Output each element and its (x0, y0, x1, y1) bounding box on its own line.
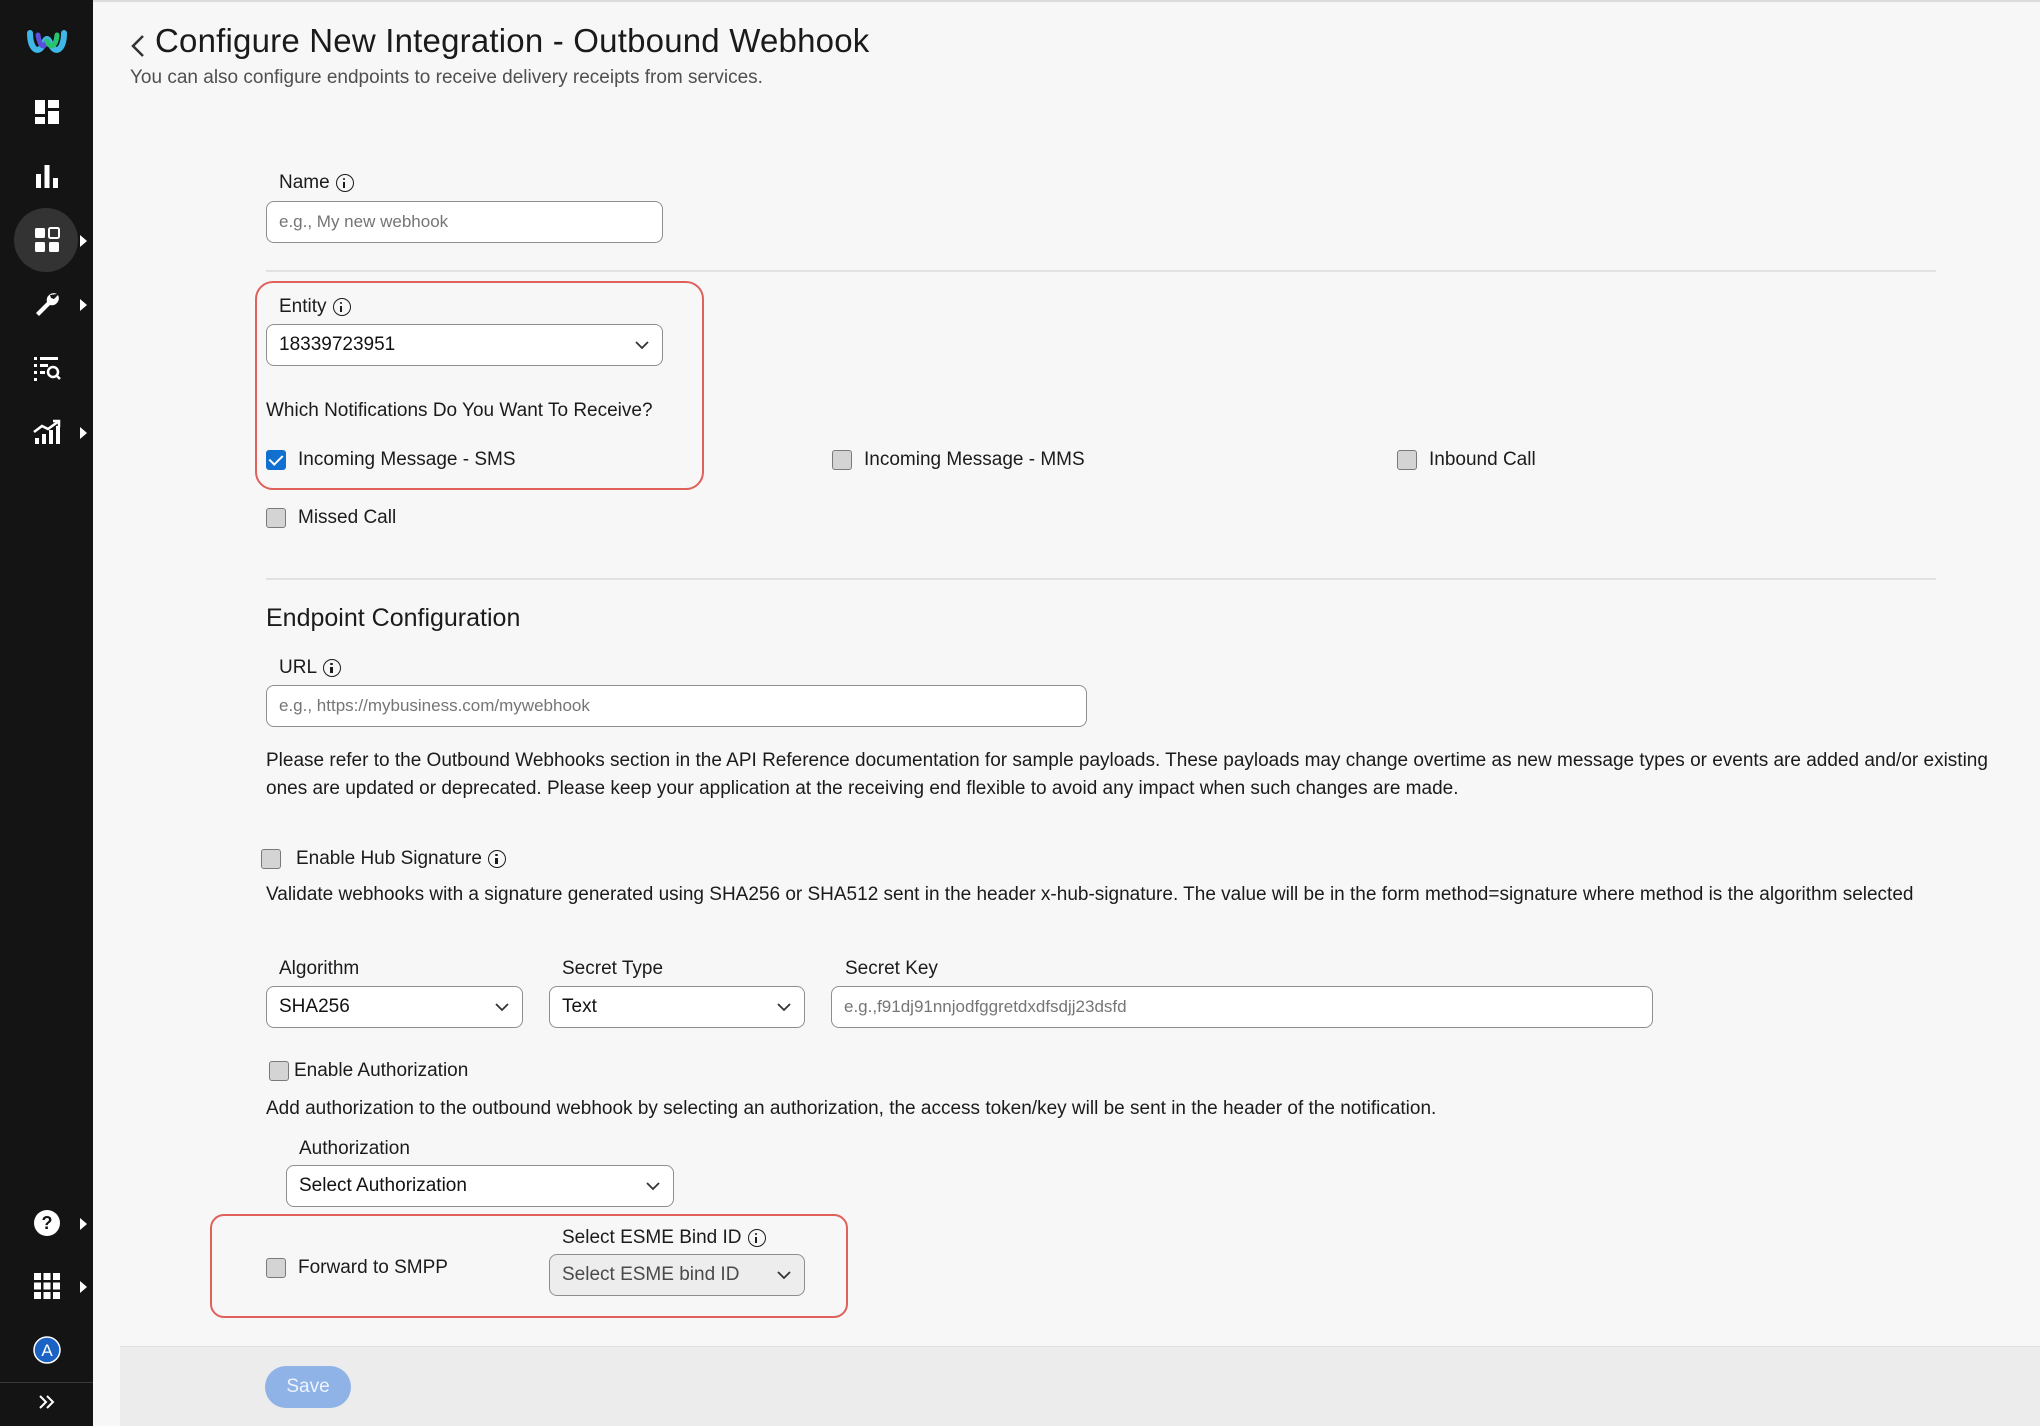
chevron-down-icon (645, 1181, 661, 1191)
checkbox-checked-icon (266, 450, 286, 470)
hub-signature-description: Validate webhooks with a signature generated using SHA256 or SHA512 sent in the header x-hub-signature. The value will be in the form method=signature where method is the algorithm selected (266, 884, 1914, 905)
algorithm-label: Algorithm (279, 958, 360, 979)
esme-bind-id-select[interactable]: Select ESME bind ID (549, 1254, 805, 1296)
expand-double-chevron-icon[interactable] (0, 1372, 93, 1426)
url-input[interactable] (266, 685, 1087, 727)
grid-menu-icon[interactable] (0, 1254, 93, 1318)
info-icon[interactable] (336, 174, 354, 192)
help-icon[interactable] (0, 1191, 93, 1255)
secret-key-label: Secret Key (845, 958, 938, 979)
authorization-label: Authorization (299, 1138, 410, 1159)
notifications-question: Which Notifications Do You Want To Receive? (266, 400, 653, 421)
main-content (93, 0, 2040, 1426)
svg-text:?: ? (41, 1213, 52, 1233)
dashboard-icon[interactable] (0, 80, 93, 144)
section-title-endpoint: Endpoint Configuration (266, 604, 521, 632)
authorization-description: Add authorization to the outbound webhook by selecting an authorization, the access token/key will be sent in the header of the notification. (266, 1098, 1437, 1119)
checkbox-enable-hub-signature[interactable]: Enable Hub Signature (261, 848, 506, 870)
checkbox-inbound-call[interactable]: Inbound Call (1397, 449, 1536, 471)
svg-text:A: A (40, 1341, 53, 1360)
webex-logo-icon[interactable] (0, 10, 93, 74)
list-search-icon[interactable] (0, 336, 93, 400)
info-icon[interactable] (488, 850, 506, 868)
page-subtitle: You can also configure endpoints to receive delivery receipts from services. (130, 67, 763, 88)
wrench-icon[interactable] (0, 272, 93, 336)
url-label: URL (279, 657, 341, 679)
name-label: Name (279, 172, 354, 194)
save-button[interactable]: Save (265, 1366, 351, 1408)
endpoint-note: Please refer to the Outbound Webhooks section in the API Reference documentation for sample payloads. These payloads may change overtime as new message types or events are added and/or existing ones are updated or deprecated. Please keep your application at the receiving end flexible to avoid any impact when such changes are made. (266, 750, 1988, 799)
entity-value: 18339723951 (279, 334, 396, 355)
analytics-icon[interactable] (0, 144, 93, 208)
back-chevron-icon[interactable] (127, 32, 149, 60)
secret-key-input[interactable] (831, 986, 1653, 1028)
checkbox-incoming-mms[interactable]: Incoming Message - MMS (832, 449, 1085, 471)
algorithm-select[interactable]: SHA256 (266, 986, 523, 1028)
chevron-down-icon (494, 1002, 510, 1012)
checkbox-incoming-sms[interactable]: Incoming Message - SMS (266, 449, 516, 471)
page-title: Configure New Integration - Outbound Webhook (155, 22, 870, 59)
secret-type-label: Secret Type (562, 958, 664, 979)
chevron-down-icon (776, 1002, 792, 1012)
info-icon[interactable] (748, 1229, 766, 1247)
checkbox-forward-to-smpp[interactable]: Forward to SMPP (266, 1257, 448, 1279)
secret-type-select[interactable]: Text (549, 986, 805, 1028)
authorization-select[interactable]: Select Authorization (286, 1165, 674, 1207)
apps-icon[interactable] (0, 208, 93, 272)
info-icon[interactable] (333, 298, 351, 316)
entity-select[interactable] (266, 324, 663, 366)
chevron-down-icon (634, 340, 650, 350)
sidebar (0, 0, 93, 1426)
entity-label: Entity (279, 296, 351, 318)
esme-bind-id-label: Select ESME Bind ID (562, 1227, 766, 1249)
checkbox-enable-authorization[interactable]: Enable Authorization (269, 1060, 468, 1082)
trend-chart-icon[interactable] (0, 400, 93, 464)
name-input[interactable] (266, 201, 663, 243)
checkbox-missed-call[interactable]: Missed Call (266, 507, 396, 529)
chevron-down-icon (776, 1270, 792, 1280)
footer-bar (120, 1346, 2040, 1426)
info-icon[interactable] (323, 659, 341, 677)
